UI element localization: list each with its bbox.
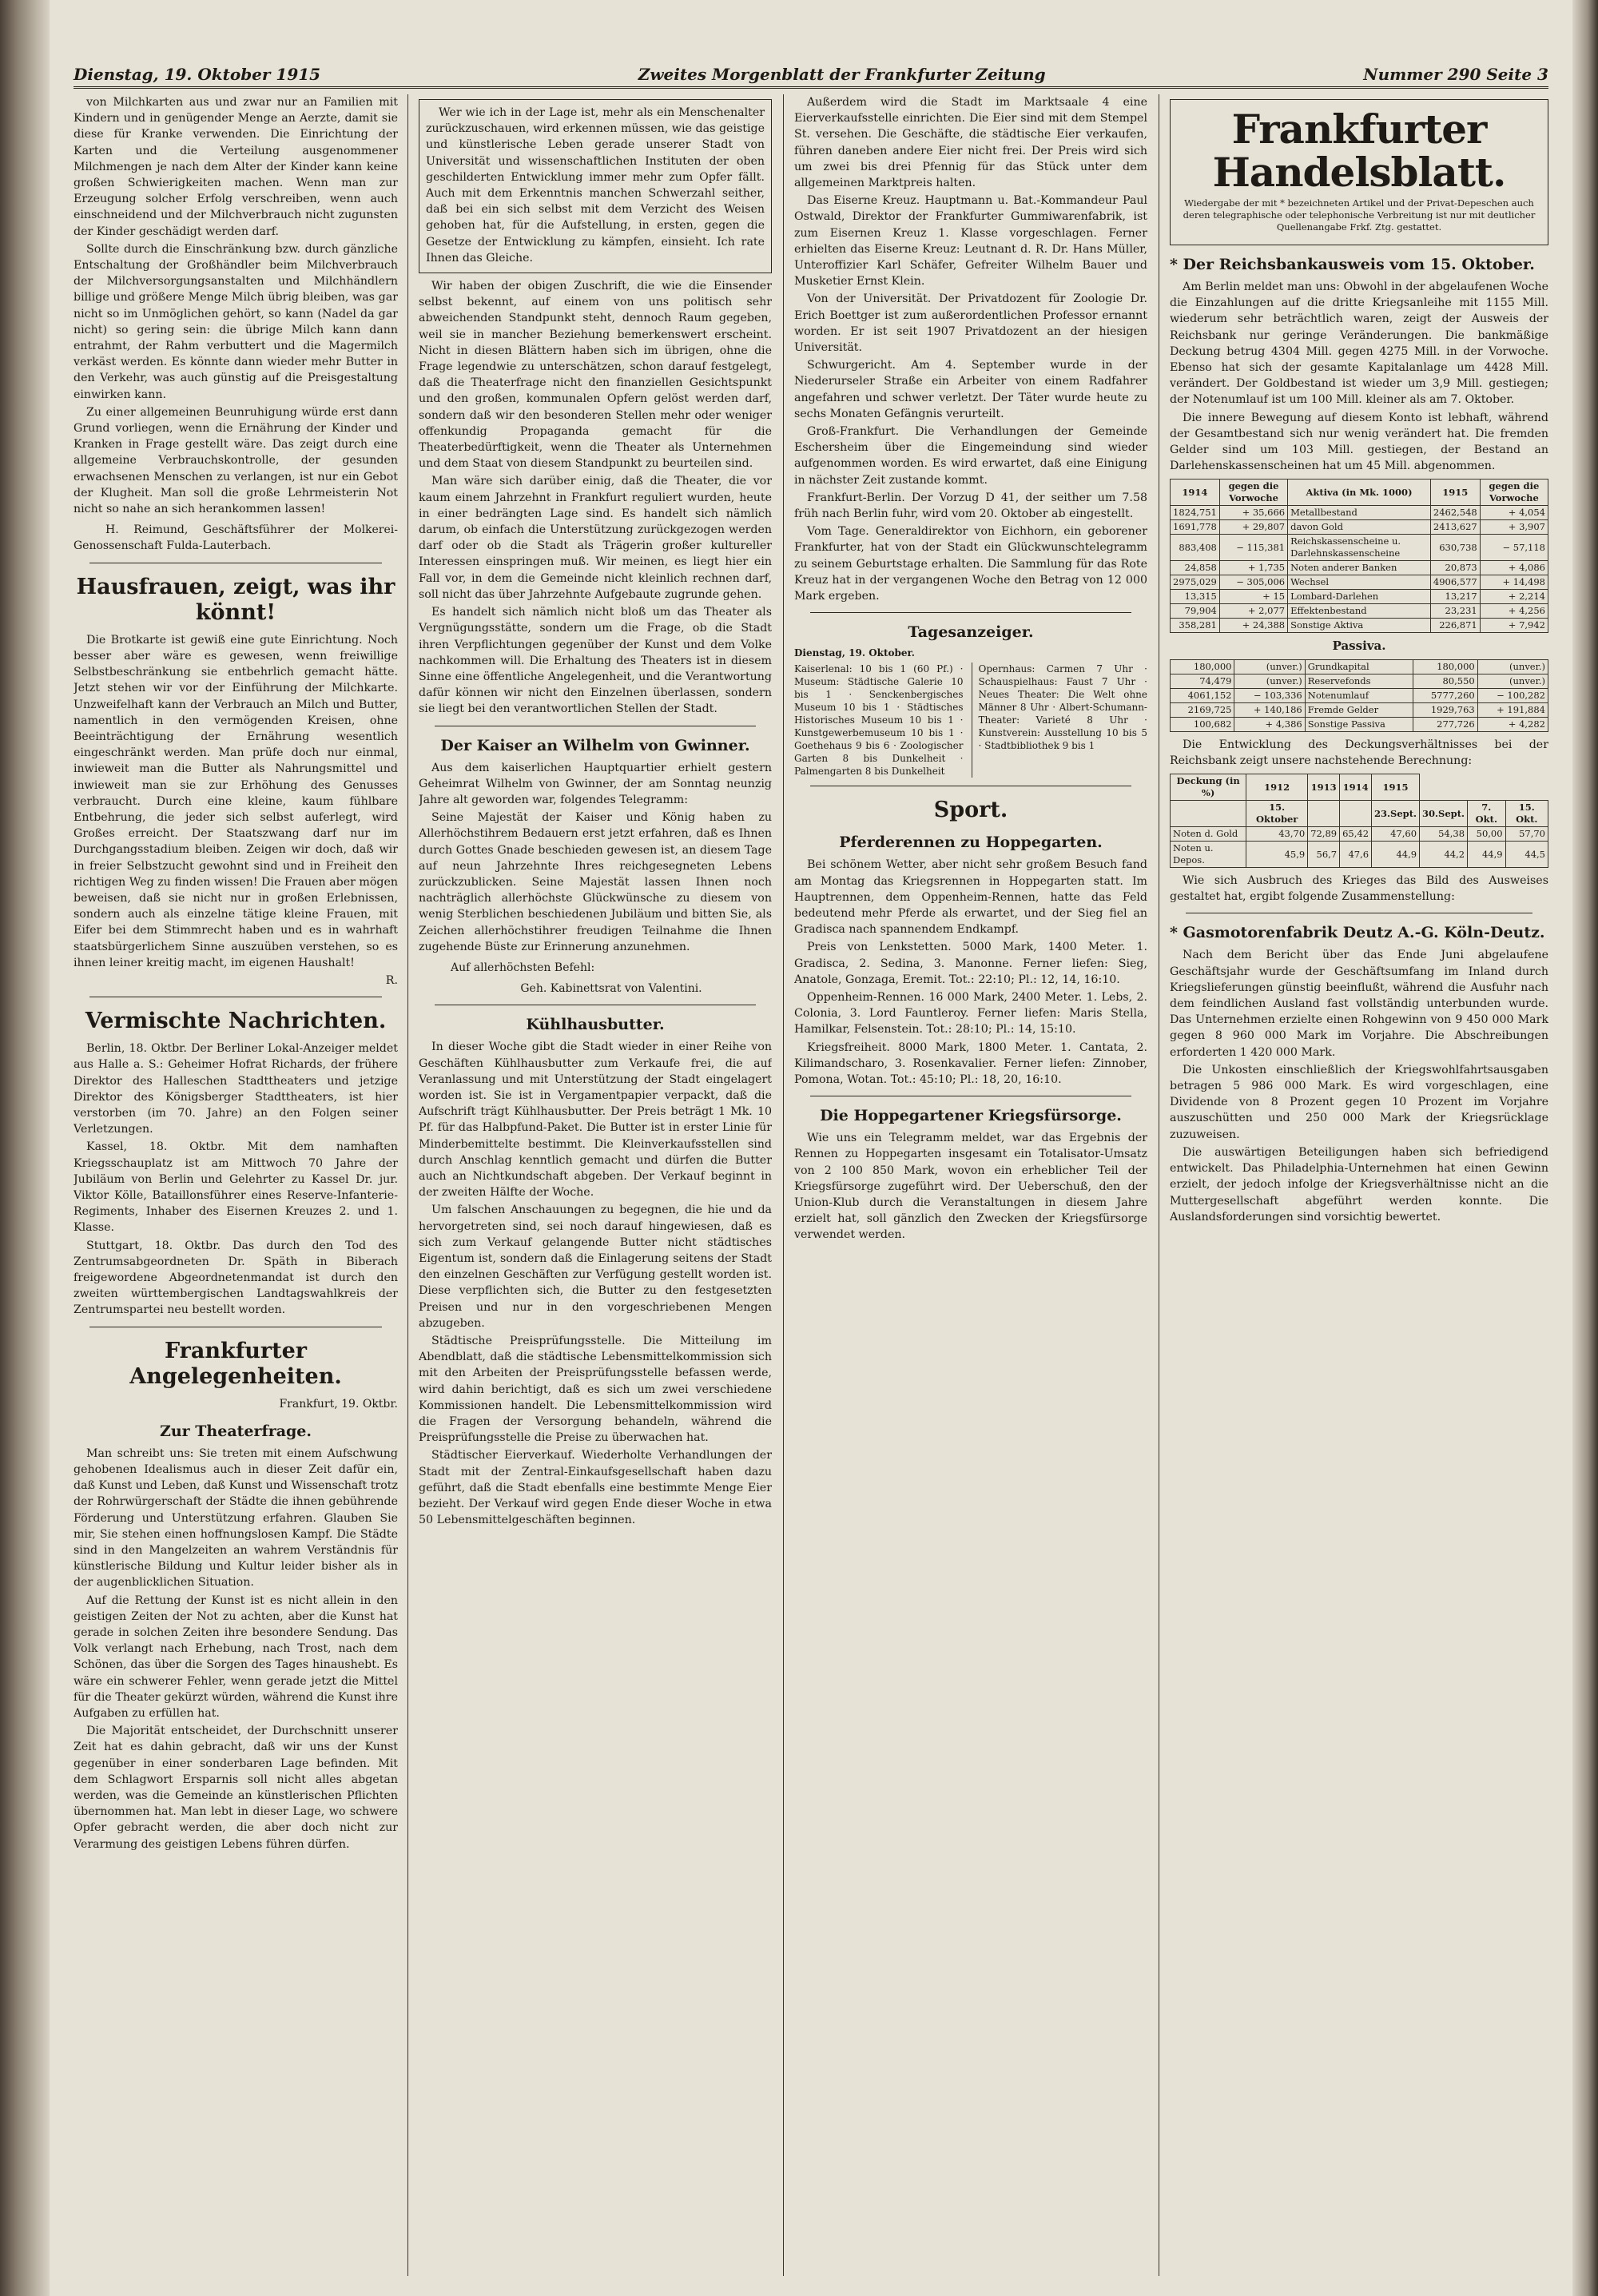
table-cell: Noten u. Depos. <box>1171 842 1246 868</box>
newspaper-page <box>50 0 1572 2296</box>
article-text: Nach dem Bericht über das Ende Juni abgelaufene Geschäftsjahr wurde der Geschäftsumfang im Inland durch Kriegslieferungen günstig beeinflußt, während die Ausfuhr nach dem feindlichen Ausland fast vollständig unterbunden wurde. Das Unternehmen erzielte einen Rohgewinn von 9 450 000 Mark gegen 8 960 000 Mark im Vorjahre. Die Abschreibungen erforderten 1 420 000 Mark. <box>1170 949 1548 1059</box>
table-cell: + 191,884 <box>1477 702 1548 717</box>
article-text: Um falschen Anschauungen zu begegnen, die hie und da hervorgetreten sind, sei noch darauf hingewiesen, daß es sich zum Verkauf gelangende Butter nicht städtisches Eigentum ist, sondern daß die Einlagerung seitens der Stadt den einzelnen Geschäften zur Verfügung gestellt worden ist. Diese verpflichten sich, die Butter zu den festgesetzten Preisen und nur in den vorgeschriebenen Mengen abzugeben. <box>419 1204 772 1330</box>
table-row <box>1171 842 1548 868</box>
race-result: Preis von Lenkstetten. 5000 Mark, 1400 Meter. 1. Gradisca, 2. Sedina, 3. Manonne. Ferner liefen: Sieg, Anatole, Gonzaga, Eremit. Tot.: 22:10; Pl.: 12, 14, 16:10. <box>794 941 1147 986</box>
table-cell: 180,000 <box>1413 659 1477 674</box>
table-header-cell: 1915 <box>1372 774 1420 801</box>
table-cell: Metallbestand <box>1288 506 1431 520</box>
table-cell: (unver.) <box>1234 659 1305 674</box>
page-header <box>74 62 1548 89</box>
table-cell: + 140,186 <box>1234 702 1305 717</box>
letter-box <box>419 99 772 273</box>
table-cell: 1824,751 <box>1171 506 1220 520</box>
table-cell: − 103,336 <box>1234 688 1305 702</box>
table-cell: davon Gold <box>1288 520 1431 535</box>
table-row <box>1171 561 1548 575</box>
reichsbank-aktiva-table <box>1170 479 1548 633</box>
header-page-number: Nummer 290 Seite 3 <box>1363 65 1548 84</box>
article-text: Bei schönem Wetter, aber nicht sehr großem Besuch fand am Montag das Kriegsrennen in Hoppegarten statt. Im Hauptrennen, dem Oppenheim-Rennen, hatte das Feld bedeutend mehr Pferde als erwartet, und der Sieg fiel an Gradisca nach spannendem Endkampf. <box>794 858 1147 937</box>
article-text: Wie uns ein Telegramm meldet, war das Ergebnis der Rennen zu Hoppegarten insgesamt ein Totalisator-Umsatz von 2 100 850 Mark, wovon ein erheblicher Teil der Kriegsfürsorge zugeführt wird. Der Ueberschuß, den der Union-Klub durch die Veranstaltungen in diesem Jahre erzielt hat, soll gänzlich den Zwecken der Kriegsfürsorge verwendet werden. <box>794 1132 1147 1242</box>
headline-tagesanzeiger: Tagesanzeiger. <box>908 623 1034 642</box>
table-cell: 23,231 <box>1430 604 1480 619</box>
column-rule <box>407 94 408 2276</box>
headline-kriegsfuersorge: Die Hoppegartener Kriegsfürsorge. <box>820 1107 1122 1125</box>
table-cell: 72,89 <box>1308 827 1340 842</box>
table-row <box>1171 717 1548 731</box>
article-text: Die Entwicklung des Deckungsverhältnisses bei der Reichsbank zeigt unsere nachstehende Berechnung: <box>1170 738 1548 767</box>
column-2 <box>419 94 772 2276</box>
table-cell: + 4,086 <box>1480 561 1548 575</box>
table-cell: − 305,006 <box>1219 575 1287 590</box>
table-cell: Noten d. Gold <box>1171 827 1246 842</box>
article-text: Frankfurt-Berlin. Der Vorzug D 41, der seither um 7.58 früh nach Berlin fuhr, wird vom 20. Oktober ab eingestellt. <box>794 491 1147 521</box>
table-header-cell <box>1308 801 1340 827</box>
table-row <box>1171 659 1548 674</box>
headline-hausfrauen: Hausfrauen, zeigt, was ihr könnt! <box>76 574 396 625</box>
table-header-cell <box>1340 801 1372 827</box>
table-cell: + 35,666 <box>1219 506 1287 520</box>
table-row <box>1171 688 1548 702</box>
table-cell: Fremde Gelder <box>1305 702 1413 717</box>
table-row <box>1171 827 1548 842</box>
article-text: Kassel, 18. Oktbr. Mit dem namhaften Kriegsschauplatz ist am Mittwoch 70 Jahre der Jubiläum von Berlin und Gelehrter zu Kassel Dr. jur. Viktor Kölle, Bataillonsführer eines Reserve-Infanterie-Regiments, Inhaber des Eisernen Kreuzes 2. und 1. Klasse. <box>74 1140 398 1235</box>
table-cell: 44,9 <box>1372 842 1420 868</box>
article-text: Es handelt sich nämlich nicht bloß um das Theater als Vergnügungsstätte, sondern um die Frage, ob die Stadt ihren Verpflichtungen gegenüber der Kunst und dem Volke nachkommen will. Die Erhaltung des Theaters ist in diesem Sinne eine öffentliche Angelegenheit, und die Verantwortung dafür können wir nicht den Einzelnen überlassen, sondern sie liegt bei den verantwortlichen Stellen der Stadt. <box>419 606 772 716</box>
table-cell: 47,60 <box>1372 827 1420 842</box>
table-cell: 2975,029 <box>1171 575 1220 590</box>
headline-pferderennen: Pferderennen zu Hoppegarten. <box>839 834 1103 852</box>
table-cell: 358,281 <box>1171 619 1220 633</box>
article-text: Wir haben der obigen Zuschrift, die wie die Einsender selbst bekennt, auf einem von uns politisch sehr abweichenden Standpunkt steht, dennoch Raum gegeben, weil sie in mancher Beziehung bemerkenswert erscheint. Nicht in diesen Blättern haben sich im übrigen, ohne die Frage legendwie zu unterschätzen, schon darauf festgelegt, daß die Theaterfrage nicht den finanziellen Gesichtspunkt und den großen, kommunalen Opfern gelöst werden darf, sondern daß wir den besonderen Stellen mehr oder weniger offenkundig Propaganda gemacht für die Theaterbedürftigkeit, wenn die Theater als Unternehmen und dem Staat von diesem Standpunkt zu beurteilen sind. <box>419 280 772 471</box>
passiva-heading: Passiva. <box>1332 639 1386 654</box>
table-cell: 44,5 <box>1505 842 1548 868</box>
table-cell: + 1,735 <box>1219 561 1287 575</box>
table-header-cell: 7. Okt. <box>1468 801 1506 827</box>
headline-sport: Sport. <box>933 798 1008 823</box>
article-text: Die Unkosten einschließlich der Kriegswohlfahrtsausgaben betragen 5 986 000 Mark. Es wird vorgeschlagen, eine Dividende von 8 Prozent gegen 10 Prozent im Vorjahre auszuschütten und 250 000 Mark der Kriegsrücklage zuzuweisen. <box>1170 1063 1548 1141</box>
table-row <box>1171 590 1548 604</box>
table-cell: (unver.) <box>1477 674 1548 688</box>
column-1 <box>74 94 398 2276</box>
table-header-cell: 15. Okt. <box>1505 801 1548 827</box>
table-cell: 20,873 <box>1430 561 1480 575</box>
dateline: Frankfurt, 19. Oktbr. <box>279 1397 398 1411</box>
table-cell: 44,9 <box>1468 842 1506 868</box>
column-rule <box>783 94 784 2276</box>
table-cell: Reichskassenscheine u. Darlehnskassenscheine <box>1288 535 1431 561</box>
table-cell: Notenumlauf <box>1305 688 1413 702</box>
table-cell: 43,70 <box>1246 827 1308 842</box>
table-cell: 47,6 <box>1340 842 1372 868</box>
article-text: Die innere Bewegung auf diesem Konto ist lebhaft, während der Gesamtbestand sich nur wenig verändert hat. Die fremden Gelder sind um 103 Mill. gestiegen, der Bestand an Darlehenskassenscheinen hat um 45 Mill. abgenommen. <box>1170 411 1548 473</box>
table-cell: 50,00 <box>1468 827 1506 842</box>
table-cell: − 115,381 <box>1219 535 1287 561</box>
race-result: Kriegsfreiheit. 8000 Mark, 1800 Meter. 1. Cantata, 2. Kilimandscharo, 3. Rosenkavalier. Ferner liefen: Zinnober, Pomona, Wotan. Tot.: 45:10; Pl.: 18, 20, 16:10. <box>794 1041 1147 1086</box>
table-cell: 2462,548 <box>1430 506 1480 520</box>
table-cell: 45,9 <box>1246 842 1308 868</box>
table-row <box>1171 619 1548 633</box>
article-text: Vom Tage. Generaldirektor von Eichhorn, ein geborener Frankfurter, hat von der Stadt ein Glückwunschtelegramm zu seinem Geburtstage erhalten. Die Sammlung für das Rote Kreuz hat in der vergangenen Woche den Betrag von 12 000 Mark ergeben. <box>794 525 1147 603</box>
table-cell: 65,42 <box>1340 827 1372 842</box>
headline-vermischte: Vermischte Nachrichten. <box>85 1009 387 1034</box>
article-initial: R. <box>385 973 398 987</box>
table-cell: + 3,907 <box>1480 520 1548 535</box>
race-result: Oppenheim-Rennen. 16 000 Mark, 2400 Meter. 1. Lebs, 2. Colonia, 3. Lord Fauntleroy. Ferner liefen: Maris Stella, Hamilkar, Felsenstein. Tot.: 28:10; Pl.: 14, 15:10. <box>794 990 1147 1037</box>
table-cell: 4906,577 <box>1430 575 1480 590</box>
table-cell: 80,550 <box>1413 674 1477 688</box>
table-cell: 883,408 <box>1171 535 1220 561</box>
handelsblatt-banner <box>1170 99 1548 245</box>
table-cell: 74,479 <box>1171 674 1234 688</box>
article-text: Wie sich Ausbruch des Krieges das Bild des Ausweises gestaltet hat, ergibt folgende Zusammenstellung: <box>1170 874 1548 904</box>
table-cell: 2169,725 <box>1171 702 1234 717</box>
article-text: Sollte durch die Einschränkung bzw. durch gänzliche Entschaltung der Großhändler beim Milchverbrauch der Milchversorgungsanstalten und Milchhändlern billige und größere Menge Milch übrig bleiben, was gar nicht so im Unmöglichen gehört, so kann (Nadel da gar nicht) so gering sein: die übrige Milch kann dann entrahmt, der Rahm verbuttert und die Magermilch verkäst werden. Es könnte dann wieder mehr Butter in den Verkehr, was auch günstig auf die Preisgestaltung einwirken kann. <box>74 242 398 401</box>
table-cell: 226,871 <box>1430 619 1480 633</box>
handelsblatt-title: Frankfurter Handelsblatt. <box>1212 105 1506 196</box>
article-text: Das Eiserne Kreuz. Hauptmann u. Bat.-Kommandeur Paul Ostwald, Direktor der Frankfurter Gummiwarenfabrik, ist zum Eisernen Kreuz 1. Klasse vorgeschlagen. Ferner erhielten das Eiserne Kreuz: Leutnant d. R. Dr. Hans Müller, Unteroffizier Karl Schäfer, Gefreiter Wilhelm Bauer und Musketier Ernst Klein. <box>794 194 1147 288</box>
table-header-cell: 30.Sept. <box>1420 801 1468 827</box>
deckung-table <box>1170 774 1548 868</box>
article-text: Zu einer allgemeinen Beunruhigung würde erst dann Grund vorliegen, wenn die Ernährung der Kinder und Kranken in Frage gestellt wäre. Das zeigt durch eine allgemeine Verbrauchskontrolle, der gesunden erwachsenen Menschen zu verlangen, ist nur ein Gebot der Klugheit. Man soll die große Lehrmeisterin Not nicht so nahe an sich herankommen lassen! <box>74 405 398 516</box>
table-row <box>1171 520 1548 535</box>
headline-kuehlhausbutter: Kühlhausbutter. <box>526 1016 665 1034</box>
tagesanzeiger-listing <box>794 663 1147 778</box>
article-text: Am Berlin meldet man uns: Obwohl in der abgelaufenen Woche die Einzahlungen auf die dritte Kriegsanleihe mit 1155 Mill. wiederum sehr beträchtlich waren, zeigt der Ausweis der Reichsbank nur geringe Veränderungen. Die bankmäßige Deckung betrug 4304 Mill. gegen 4275 Mill. in der Vorwoche. Ebenso hat sich der gesamte Kapitalanlage um 4428 Mill. verändert. Der Goldbestand ist wieder um 3,9 Mill. gestiegen; der Notenumlauf ist um 100 Mill. kleiner als am 7. Oktober. <box>1170 281 1548 407</box>
table-cell: Effektenbestand <box>1288 604 1431 619</box>
table-cell: 180,000 <box>1171 659 1234 674</box>
table-cell: 1929,763 <box>1413 702 1477 717</box>
column-4-handelsblatt <box>1170 94 1548 2276</box>
table-header-cell <box>1171 801 1246 827</box>
article-signature: H. Reimund, Geschäftsführer der Molkerei-Genossenschaft Fulda-Lauterbach. <box>74 523 398 553</box>
article-text: Die Brotkarte ist gewiß eine gute Einrichtung. Noch besser aber wäre es gewesen, wenn freiwillige Selbstbeschränkung sie entbehrlich gemacht hätte. Jetzt stehen wir vor der Einführung der Milchkarte. Unzweifelhaft kann der Verbrauch an Milch und Butter, namentlich in den vermögenden Kreisen, ohne Beeinträchtigung der Ernährung wesentlich eingeschränkt werden. Man prüfe doch nur einmal, inwieweit man die Butter als Nahrungsmittel und inwieweit man sie zur Erhöhung des Genusses verbraucht. Durch eine kleine, kaum fühlbare Entbehrung, die jeder sich selbst auferlegt, wird Großes erreicht. Der Staatszwang darf nur im Durchgangsstadium bleiben. Zeigen wir doch, daß wir in freier Selbstzucht gewohnt sind und in Freiheit den richtigen Weg zu finden wissen! Die Frauen aber mögen beweisen, daß sie nicht nur in großen Erlebnissen, sondern auch als einzelne tätige kleine Frauen, mit Eifer bei dem Stimmrecht haben und es in wahrhaft staatsbürgerlichem Sinne auszuüben verstehen, so es ihnen leiner kreitig macht, im eigenen Haushalt! <box>74 633 398 969</box>
table-cell: Reservefonds <box>1305 674 1413 688</box>
column-3 <box>794 94 1147 2276</box>
headline-theaterfrage: Zur Theaterfrage. <box>159 1422 312 1440</box>
table-cell: 57,70 <box>1505 827 1548 842</box>
table-cell: Sonstige Aktiva <box>1288 619 1431 633</box>
table-row <box>1171 604 1548 619</box>
telegram-closing: Auf allerhöchsten Befehl: <box>451 961 595 974</box>
article-text: In dieser Woche gibt die Stadt wieder in einer Reihe von Geschäften Kühlhausbutter zum Verkaufe frei, die auf Veranlassung und mit Unterstützung der Stadt eingelagert worden ist. Sie ist in Vergamentpapier verpackt, daß die Aufschrift trägt Kühlhausbutter. Der Preis beträgt 1 Mk. 10 Pf. für das Halbpfund-Paket. Die Butter ist in erster Linie für Minderbemittelte bestimmt. Die Kleinverkaufsstellen sind durch Anschlag kenntlich gemacht und dürfen die Butter auch an Nichtkundschaft abgeben. Der Verkauf beginnt in der zweiten Hälfte der Woche. <box>419 1041 772 1200</box>
headline-gasmotoren: * Gasmotorenfabrik Deutz A.-G. Köln-Deutz. <box>1170 924 1545 942</box>
header-date: Dienstag, 19. Oktober 1915 <box>74 65 321 84</box>
table-cell: + 4,386 <box>1234 717 1305 731</box>
table-cell: (unver.) <box>1477 659 1548 674</box>
table-cell: + 4,282 <box>1477 717 1548 731</box>
article-text: von Milchkarten aus und zwar nur an Familien mit Kindern und in genügender Menge an Aerzte, damit sie diese für Kranke verwenden. Die Einrichtung der Karten und die Verteilung ausgenommener Milchmengen je nach dem Alter der Kinder kann keine großen Schwierigkeiten machen. Wenn man zur Erzeugung solcher Erfolg verschreiben, wenn auch einschneidend und der Milchverbrauch nicht zugunsten der Kinder geschädigt werden darf. <box>74 96 398 238</box>
table-row <box>1171 506 1548 520</box>
table-row <box>1171 702 1548 717</box>
table-cell: Noten anderer Banken <box>1288 561 1431 575</box>
article-text: Wer wie ich in der Lage ist, mehr als ein Menschenalter zurückzuschauen, wird erkennen müssen, wie das geistige und künstlerische Leben gerade unserer Stadt von Universität und wissenschaftlichen Instituten der oben geschilderten Entwicklung immer mehr zum Opfer fällt. Auch mit dem Erkenntnis manchen Schwerzahl seither, daß bei ein sich selbst mit dem Verzicht des Weisen gehoben hat, für die Aufstellung, in ersten, gegen die Gesetze der Entwicklung zu kämpfen, einsieht. Ich rate Ihnen das Gleiche. <box>426 106 765 265</box>
table-cell: + 2,077 <box>1219 604 1287 619</box>
table-cell: 5777,260 <box>1413 688 1477 702</box>
table-cell: Lombard-Darlehen <box>1288 590 1431 604</box>
table-header-cell: 23.Sept. <box>1372 801 1420 827</box>
article-text: Man schreibt uns: Sie treten mit einem Aufschwung gehobenen Idealismus auch in dieser Zeit dafür ein, daß Kunst und Leben, daß Kunst und Wissenschaft trotz der Rohrwürgerschaft der Städte die ihnen gebührende Förderung und Unterstützung erfahren. Glauben Sie mir, Sie stehen einen hoffnungslosen Kampf. Die Städte sind in den Mangelzeiten an wahrem Verständnis für künstlerische Bildung und Kultur leider bisher als in der augenblicklichen Situation. <box>74 1446 398 1590</box>
table-header-cell: gegen die Vorwoche <box>1480 479 1548 506</box>
table-row <box>1171 575 1548 590</box>
table-header-cell: 1914 <box>1171 479 1220 506</box>
listing-right: Opernhaus: Carmen 7 Uhr · Schauspielhaus: Faust 7 Uhr · Neues Theater: Die Welt ohne Männer 8 Uhr · Albert-Schumann-Theater: Varieté 8 Uhr · Kunstverein: Ausstellung 10 bis 5 · Stadtbibliothek 9 bis 1 <box>972 663 1148 778</box>
table-cell: 44,2 <box>1420 842 1468 868</box>
article-text: Außerdem wird die Stadt im Marktsaale 4 eine Eierverkaufsstelle einrichten. Die Eier sind mit dem Stempel St. versehen. Die Geschäfte, die städtische Eier verkaufen, führen daneben andere Eier nicht frei. Der Preis wird sich um zwei bis drei Pfennig für das Stück unter dem allgemeinen Marktpreis halten. <box>794 96 1147 190</box>
table-cell: 56,7 <box>1308 842 1340 868</box>
table-cell: + 7,942 <box>1480 619 1548 633</box>
reichsbank-passiva-table <box>1170 659 1548 732</box>
table-cell: 100,682 <box>1171 717 1234 731</box>
table-header-cell: 1914 <box>1340 774 1372 801</box>
headline-reichsbank: * Der Reichsbankausweis vom 15. Oktober. <box>1170 256 1535 273</box>
article-text: Aus dem kaiserlichen Hauptquartier erhielt gestern Geheimrat Wilhelm von Gwinner, der am Sonntag neunzig Jahre alt geworden war, folgendes Telegramm: <box>419 761 772 806</box>
table-cell: 4061,152 <box>1171 688 1234 702</box>
table-header-cell: gegen die Vorwoche <box>1219 479 1287 506</box>
table-header-cell: Aktiva (in Mk. 1000) <box>1288 479 1431 506</box>
article-text: Die Majorität entscheidet, der Durchschnitt unserer Zeit hat es dahin gebracht, daß wir uns der Kunst gegenüber in einer sonderbaren Lage befinden. Mit dem Schlagwort Ersparnis soll nicht alles abgetan werden, was die Gemeinde an künstlerischen Pflichten übernommen hat. Man lebt in dieser Lage, wo schwere Opfer gebracht werden, die aber doch nicht zur Verarmung des geistigen Lebens führen dürfen. <box>74 1725 398 1851</box>
table-cell: + 14,498 <box>1480 575 1548 590</box>
table-cell: 79,904 <box>1171 604 1220 619</box>
tagesanzeiger-date: Dienstag, 19. Oktober. <box>794 647 915 659</box>
table-cell: 277,726 <box>1413 717 1477 731</box>
article-text: Schwurgericht. Am 4. September wurde in der Niederurseler Straße ein Arbeiter von einem Radfahrer angefahren und schwer verletzt. Der Täter wurde heute zu sechs Monaten Gefängnis verurteilt. <box>794 359 1147 420</box>
headline-kaiser-gwinner: Der Kaiser an Wilhelm von Gwinner. <box>440 736 750 754</box>
article-text: Die auswärtigen Beteiligungen haben sich befriedigend entwickelt. Das Philadelphia-Unternehmen hat einen Gewinn erzielt, der jedoch infolge der Kriegsverhältnisse nicht an die Muttergesellschaft abgeführt werden konnte. Die Auslandsforderungen sind vorsichtig bewertet. <box>1170 1145 1548 1224</box>
table-cell: + 29,807 <box>1219 520 1287 535</box>
article-text: Städtische Preisprüfungsstelle. Die Mitteilung im Abendblatt, daß die städtische Lebensmittelkommission sich mit den Arbeiten der Preisprüfungsstelle befassen werde, wird dahin berichtigt, daß es sich um zwei verschiedene Kommissionen handelt. Die Lebensmittelkommission wird die Fragen der Versorgung behandeln, während die Preisprüfungsstelle die Preise zu überwachen hat. <box>419 1335 772 1445</box>
article-text: Auf die Rettung der Kunst ist es nicht allein in den geistigen Zeiten der Not zu achten, aber die Kunst hat gerade in solchen Zeiten ihre besondere Sendung. Das Volk verlangt nach Erhebung, nach Trost, nach dem Schönen, das über die Sorgen des Tages hinaushebt. Es wäre ein schwerer Fehler, wenn gerade jetzt die Mittel für die Theater gekürzt würden, während die Kunst ihre Aufgaben zu erfüllen hat. <box>74 1594 398 1721</box>
table-row <box>1171 535 1548 561</box>
article-text: Städtischer Eierverkauf. Wiederholte Verhandlungen der Stadt mit der Zentral-Einkaufsgesellschaft haben dazu geführt, daß die Stadt ebenfalls eine bestimmte Menge Eier bezieht. Der Verkauf wird gegen Ende dieser Woche in etwa 50 Lebensmittelgeschäften beginnen. <box>419 1449 772 1527</box>
article-text: Stuttgart, 18. Oktbr. Das durch den Tod des Zentrumsabgeordneten Dr. Späth in Biberach freigewordene Abgeordnetenmandat ist durch den zweiten württembergischen Landtagswahlkreis der Zentrumspartei neu bestellt worden. <box>74 1239 398 1317</box>
telegram-signer: Geh. Kabinettsrat von Valentini. <box>520 982 702 996</box>
table-cell: 2413,627 <box>1430 520 1480 535</box>
table-cell: + 2,214 <box>1480 590 1548 604</box>
table-cell: (unver.) <box>1234 674 1305 688</box>
table-cell: + 4,054 <box>1480 506 1548 520</box>
article-text: Berlin, 18. Oktbr. Der Berliner Lokal-Anzeiger meldet aus Halle a. S.: Geheimer Hofrat Richards, der frühere Direktor des Halleschen Stadttheaters und jetzige Direktor des Königsberger Stadttheaters, ist hier verstorben (im 70. Jahre) an den Folgen seiner Verletzungen. <box>74 1042 398 1136</box>
handelsblatt-notice: Wiedergabe der mit * bezeichneten Artikel und der Privat-Depeschen auch deren telegraphische oder telephonische Verbreitung ist nur mit deutlicher Quellenangabe Frkf. Ztg. gestattet. <box>1183 197 1536 233</box>
headline-angelegenheiten: Frankfurter Angelegenheiten. <box>129 1338 342 1389</box>
table-cell: Sonstige Passiva <box>1305 717 1413 731</box>
listing-left: Kaiserlenal: 10 bis 1 (60 Pf.) · Museum: Städtische Galerie 10 bis 1 · Senckenbergisches Museum 10 bis 1 · Städtisches Historisches Museum 10 bis 1 · Kunstgewerbemuseum 10 bis 1 · Goethehaus 9 bis 6 · Zoologischer Garten 8 bis Dunkelheit · Palmengarten 8 bis Dunkelheit <box>794 663 964 778</box>
divider <box>810 612 1131 613</box>
table-cell: 24,858 <box>1171 561 1220 575</box>
table-cell: + 15 <box>1219 590 1287 604</box>
table-cell: Wechsel <box>1288 575 1431 590</box>
table-cell: Grundkapital <box>1305 659 1413 674</box>
table-cell: 54,38 <box>1420 827 1468 842</box>
article-text: Groß-Frankfurt. Die Verhandlungen der Gemeinde Eschersheim über die Eingemeindung sind wieder aufgenommen worden. Es wird erwartet, daß eine Einigung in nächster Zeit zustande kommt. <box>794 425 1147 487</box>
table-cell: + 4,256 <box>1480 604 1548 619</box>
table-header-cell: 1913 <box>1308 774 1340 801</box>
table-cell: 13,217 <box>1430 590 1480 604</box>
page-edge-shadow <box>1572 0 1598 2296</box>
table-cell: + 24,388 <box>1219 619 1287 633</box>
table-header-cell: 15. Oktober <box>1246 801 1308 827</box>
table-cell: 13,315 <box>1171 590 1220 604</box>
table-header-cell: Deckung (in %) <box>1171 774 1246 801</box>
article-text: Man wäre sich darüber einig, daß die Theater, die vor kaum einem Jahrzehnt in Frankfurt reguliert wurden, heute in einer bedrängten Lage sind. Es handelt sich nämlich darum, ob einfach die Unterstützung zurückgezogen werden darf oder ob die Stadt als Trägerin großer kultureller Interessen einspringen muß. Wir meinen, es liegt hier ein Fall vor, in dem die Gemeinde nicht kleinlich rechnen darf, soll nicht das über Jahrzehnte Aufgebaute zugrunde gehen. <box>419 475 772 601</box>
table-row <box>1171 674 1548 688</box>
header-paper-name: Zweites Morgenblatt der Frankfurter Zeitung <box>638 65 1046 84</box>
table-cell: 1691,778 <box>1171 520 1220 535</box>
table-cell: − 57,118 <box>1480 535 1548 561</box>
article-text: Von der Universität. Der Privatdozent für Zoologie Dr. Erich Boettger ist zum außerordentlichen Professor ernannt worden. Er ist seit 1907 Privatdozent an der hiesigen Universität. <box>794 292 1147 355</box>
book-spine-shadow <box>0 0 50 2296</box>
table-cell: 630,738 <box>1430 535 1480 561</box>
table-cell: − 100,282 <box>1477 688 1548 702</box>
table-header-cell: 1915 <box>1430 479 1480 506</box>
telegram-text: Seine Majestät der Kaiser und König haben zu Allerhöchstihrem Bedauern erst jetzt erfahren, daß es Ihnen durch Gottes Gnade beschieden gewesen ist, an diesem Tage auf neun Jahrzehnte Ihres reichgesegneten Lebens zurückzublicken. Seine Majestät lassen Ihnen noch nachträglich allerhöchste Glückwünsche zu diesem von wenig Sterblichen beschiedenen Jubiläum und bitten Sie, als Zeichen allerhöchstihrer freudigen Teilnahme die Ihnen zugehende Büste zur Erinnerung anzunehmen. <box>419 811 772 953</box>
table-header-cell: 1912 <box>1246 774 1308 801</box>
